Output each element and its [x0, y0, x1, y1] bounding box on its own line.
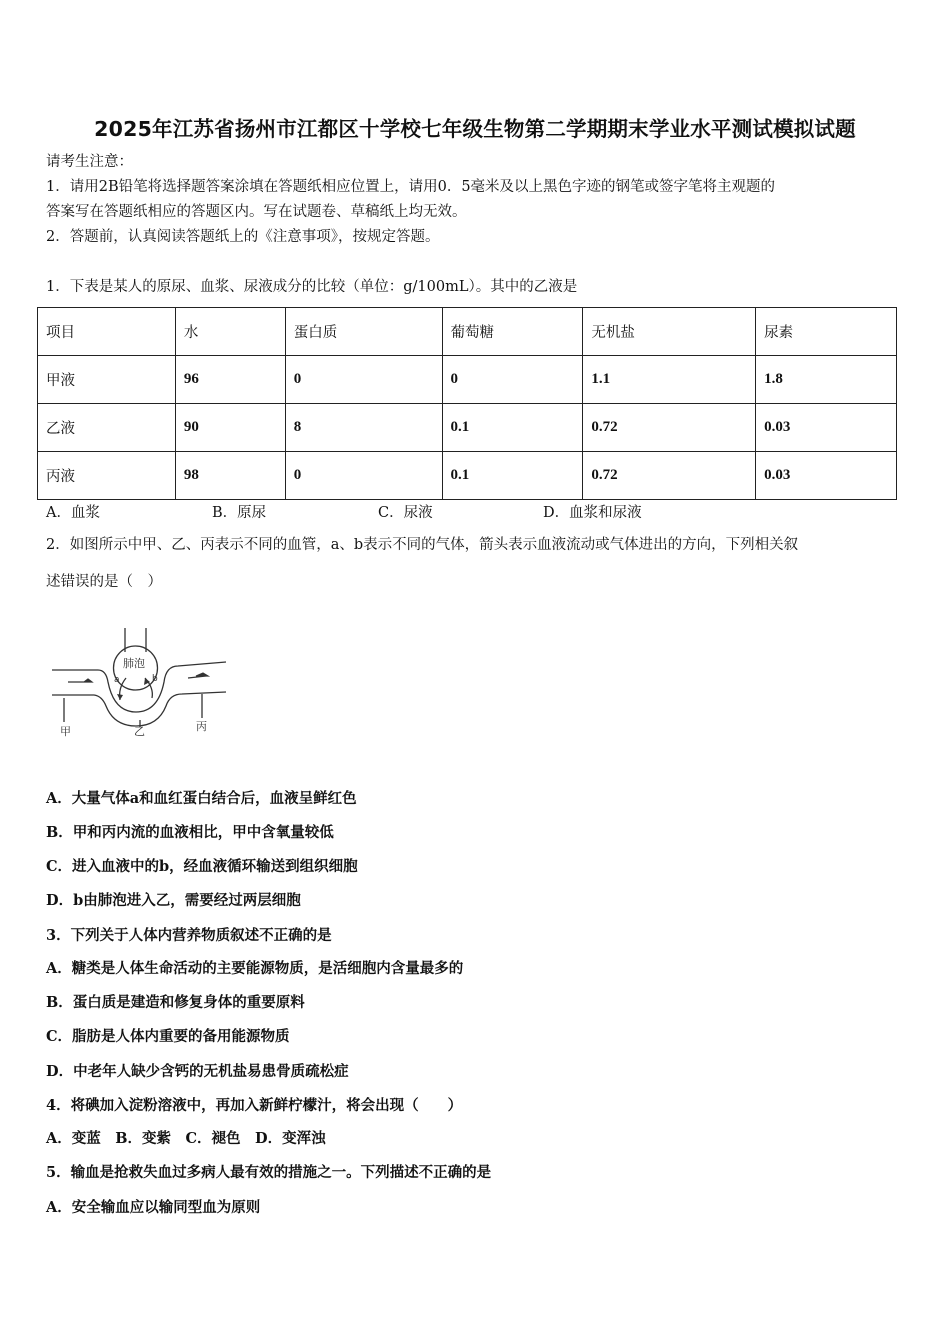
- notice-item-1-line-2: 答案写在答题纸相应的答题区内。写在试题卷、草稿纸上均无效。: [46, 204, 467, 220]
- q2-stem-line-1: 2．如图所示中甲、乙、丙表示不同的血管，a、b表示不同的气体，箭头表示血液流动或气体进出的方向，下列相关叙: [46, 537, 799, 553]
- table-header-cell: 葡萄糖: [442, 308, 583, 356]
- table-header-cell: 蛋白质: [285, 308, 442, 356]
- notice-item-2: 2．答题前，认真阅读答题纸上的《注意事项》，按规定答题。: [46, 229, 440, 245]
- table-cell: 0.72: [583, 452, 756, 500]
- flow-in-arrow-icon: [68, 679, 92, 682]
- table-cell: 0.1: [442, 452, 583, 500]
- q1-option-c[interactable]: C．尿液: [378, 505, 433, 521]
- table-cell: 0: [442, 356, 583, 404]
- q3-stem: 3．下列关于人体内营养物质叙述不正确的是: [46, 927, 332, 944]
- q1-option-a[interactable]: A．血浆: [46, 505, 100, 521]
- table-cell: 0.1: [442, 404, 583, 452]
- table-cell: 0: [285, 356, 442, 404]
- q2-option-c[interactable]: C．进入血液中的b，经血液循环输送到组织细胞: [46, 858, 358, 875]
- alveolus-label: 肺泡: [123, 657, 145, 670]
- vessel-3-label: 丙: [196, 720, 207, 733]
- table-cell: 1.1: [583, 356, 756, 404]
- q2-stem-line-2: 述错误的是（ ）: [46, 574, 162, 590]
- table-cell: 0.03: [756, 404, 897, 452]
- table-row: [38, 452, 897, 500]
- q1-composition-table: [37, 307, 897, 500]
- q2-option-a[interactable]: A．大量气体a和血红蛋白结合后，血液呈鲜红色: [46, 790, 357, 807]
- table-cell: 90: [175, 404, 285, 452]
- vessel-2-label: 乙: [134, 725, 145, 738]
- q1-option-b[interactable]: B．原尿: [212, 505, 267, 521]
- table-cell: 98: [175, 452, 285, 500]
- alveolus-capillary-diagram: [48, 622, 238, 742]
- flow-out-arrow-icon: [188, 673, 208, 678]
- table-header-cell: 无机盐: [583, 308, 756, 356]
- table-cell: 96: [175, 356, 285, 404]
- table-cell: 0.03: [756, 452, 897, 500]
- q5-stem: 5．输血是抢救失血过多病人最有效的措施之一。下列描述不正确的是: [46, 1164, 492, 1181]
- q3-option-a[interactable]: A．糖类是人体生命活动的主要能源物质，是活细胞内含量最多的: [46, 960, 464, 977]
- q1-option-d[interactable]: D．血浆和尿液: [543, 505, 642, 521]
- table-row-label: 乙液: [38, 404, 176, 452]
- table-cell: 0.72: [583, 404, 756, 452]
- q2-option-b[interactable]: B．甲和丙内流的血液相比，甲中含氧量较低: [46, 824, 334, 841]
- gas-a-arrowhead-icon: [117, 694, 123, 700]
- table-cell: 8: [285, 404, 442, 452]
- q2-option-d[interactable]: D．b由肺泡进入乙，需要经过两层细胞: [46, 892, 301, 909]
- table-row-label: 甲液: [38, 356, 176, 404]
- table-row: [38, 404, 897, 452]
- vessel-1-label: 甲: [60, 725, 71, 738]
- gas-b-label: b: [152, 674, 158, 684]
- q3-option-c[interactable]: C．脂肪是人体内重要的备用能源物质: [46, 1028, 290, 1045]
- q4-options[interactable]: A．变蓝 B．变紫 C．褪色 D．变浑浊: [46, 1130, 326, 1147]
- table-row-label: 丙液: [38, 452, 176, 500]
- table-cell: 1.8: [756, 356, 897, 404]
- gas-a-label: a: [114, 675, 120, 685]
- notice-heading: 请考生注意：: [46, 154, 133, 170]
- table-row: [38, 356, 897, 404]
- q3-option-d[interactable]: D．中老年人缺少含钙的无机盐易患骨质疏松症: [46, 1063, 349, 1080]
- table-header-cell: 项目: [38, 308, 176, 356]
- q5-option-a[interactable]: A．安全输血应以输同型血为原则: [46, 1199, 261, 1216]
- table-cell: 0: [285, 452, 442, 500]
- table-header-cell: 尿素: [756, 308, 897, 356]
- q3-option-b[interactable]: B．蛋白质是建造和修复身体的重要原料: [46, 994, 305, 1011]
- notice-item-1-line-1: 1．请用2B铅笔将选择题答案涂填在答题纸相应位置上，请用0．5毫米及以上黑色字迹的钢笔或签字笔将主观题的: [46, 179, 776, 195]
- table-header-cell: 水: [175, 308, 285, 356]
- q4-stem: 4．将碘加入淀粉溶液中，再加入新鲜柠檬汁，将会出现（ ）: [46, 1097, 463, 1114]
- q1-options: [0, 501, 950, 523]
- exam-title: 2025年江苏省扬州市江都区十学校七年级生物第二学期期末学业水平测试模拟试题: [94, 117, 856, 141]
- q1-stem: 1．下表是某人的原尿、血浆、尿液成分的比较（单位：g/100mL）。其中的乙液是: [46, 279, 578, 295]
- table-header-row: [38, 308, 897, 356]
